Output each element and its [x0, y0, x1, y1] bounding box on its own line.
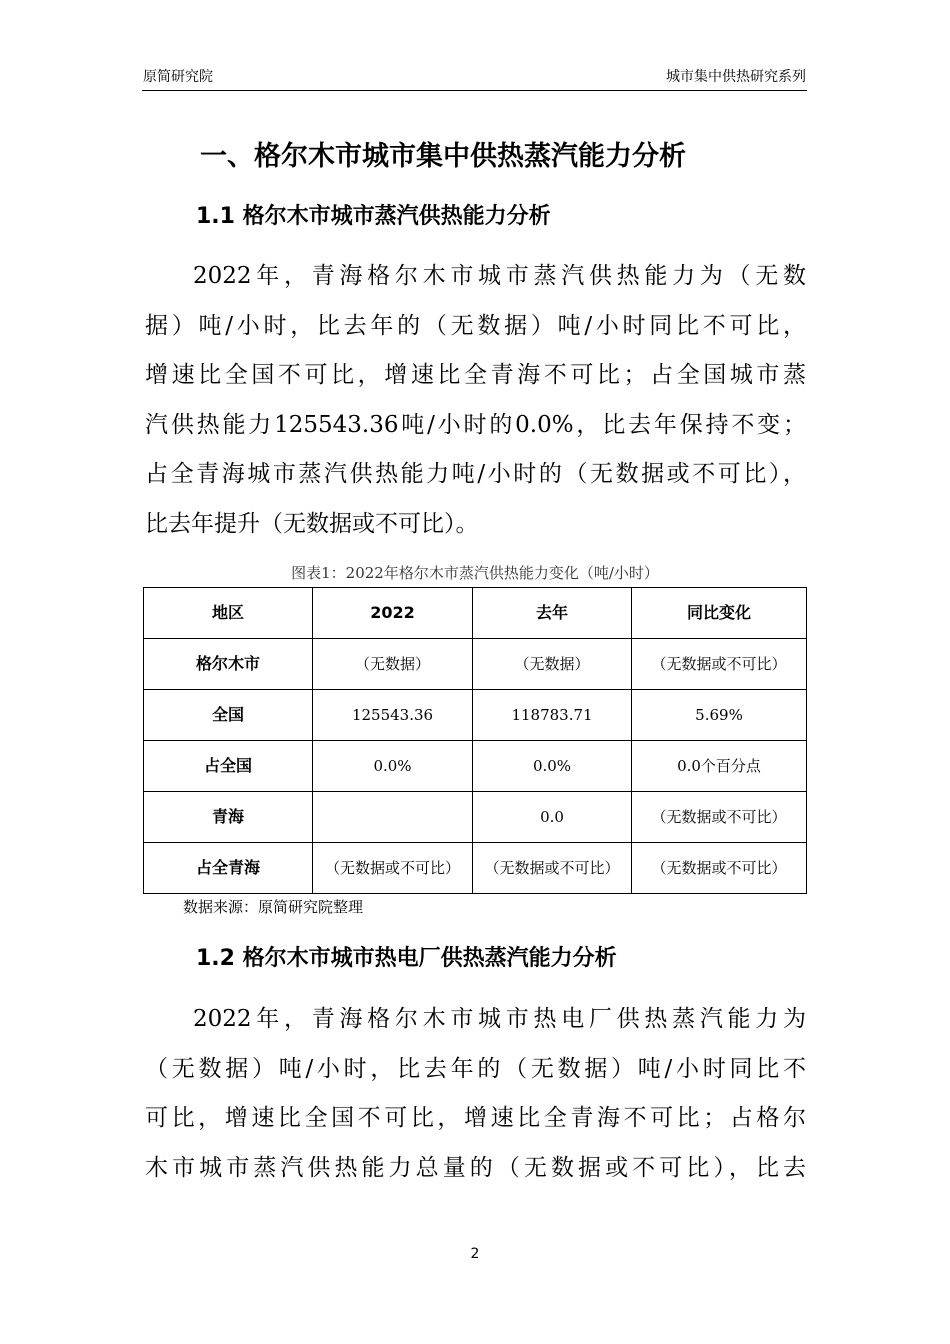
table-cell	[313, 792, 473, 843]
text-line: 增速比全国不可比，增速比全青海不可比；占全国城市蒸	[145, 362, 806, 389]
data-source-note: 数据来源：原简研究院整理	[183, 898, 364, 916]
row-header: 全国	[144, 690, 313, 741]
table-cell: 0.0个百分点	[632, 741, 807, 792]
section-1-2-paragraph	[145, 995, 806, 1193]
table-cell: 0.0%	[313, 741, 473, 792]
page-title: 一、格尔木市城市集中供热蒸汽能力分析	[200, 141, 686, 172]
section-1-1-paragraph	[145, 252, 806, 550]
header-divider	[142, 90, 807, 91]
column-header: 2022	[313, 588, 473, 639]
table-cell: （无数据或不可比）	[632, 843, 807, 894]
table-caption: 图表1：2022年格尔木市蒸汽供热能力变化（吨/小时）	[291, 564, 659, 582]
table-row	[144, 690, 807, 741]
text-line: 可比，增速比全国不可比，增速比全青海不可比；占格尔	[145, 1105, 806, 1132]
steam-capacity-table	[143, 587, 807, 894]
row-header: 格尔木市	[144, 639, 313, 690]
header-left: 原简研究院	[143, 69, 213, 85]
table-row	[144, 741, 807, 792]
section-heading-1-1: 1.1 格尔木市城市蒸汽供热能力分析	[196, 204, 551, 229]
table-cell: （无数据）	[313, 639, 473, 690]
column-header: 同比变化	[632, 588, 807, 639]
row-header: 占全青海	[144, 843, 313, 894]
table-cell: 5.69%	[632, 690, 807, 741]
table-cell: 125543.36	[313, 690, 473, 741]
table-cell: 0.0%	[473, 741, 632, 792]
column-header: 地区	[144, 588, 313, 639]
table-row	[144, 639, 807, 690]
text-line: 据）吨/小时，比去年的（无数据）吨/小时同比不可比，	[145, 312, 806, 339]
text-line: 2022年，青海格尔木市城市热电厂供热蒸汽能力为	[193, 1006, 806, 1032]
text-line: 木市城市蒸汽供热能力总量的（无数据或不可比），比去	[145, 1154, 806, 1181]
table-cell: （无数据或不可比）	[632, 639, 807, 690]
header-right: 城市集中供热研究系列	[666, 69, 806, 85]
table-cell: 0.0	[473, 792, 632, 843]
table-cell: （无数据或不可比）	[632, 792, 807, 843]
row-header: 占全国	[144, 741, 313, 792]
text-line: 比去年提升（无数据或不可比）。	[145, 510, 479, 537]
text-line: （无数据）吨/小时，比去年的（无数据）吨/小时同比不	[145, 1055, 806, 1082]
text-line: 占全青海城市蒸汽供热能力吨/小时的（无数据或不可比），	[145, 461, 806, 488]
row-header: 青海	[144, 792, 313, 843]
text-line: 汽供热能力125543.36吨/小时的0.0%，比去年保持不变；	[145, 411, 806, 438]
table-cell: （无数据或不可比）	[473, 843, 632, 894]
table-row	[144, 792, 807, 843]
page-number: 2	[470, 1246, 480, 1262]
table-cell: （无数据）	[473, 639, 632, 690]
table-header-row	[144, 588, 807, 639]
text-line: 2022年，青海格尔木市城市蒸汽供热能力为（无数	[193, 263, 806, 289]
section-heading-1-2: 1.2 格尔木市城市热电厂供热蒸汽能力分析	[196, 946, 617, 971]
column-header: 去年	[473, 588, 632, 639]
table-row	[144, 843, 807, 894]
table-cell: （无数据或不可比）	[313, 843, 473, 894]
table-cell: 118783.71	[473, 690, 632, 741]
